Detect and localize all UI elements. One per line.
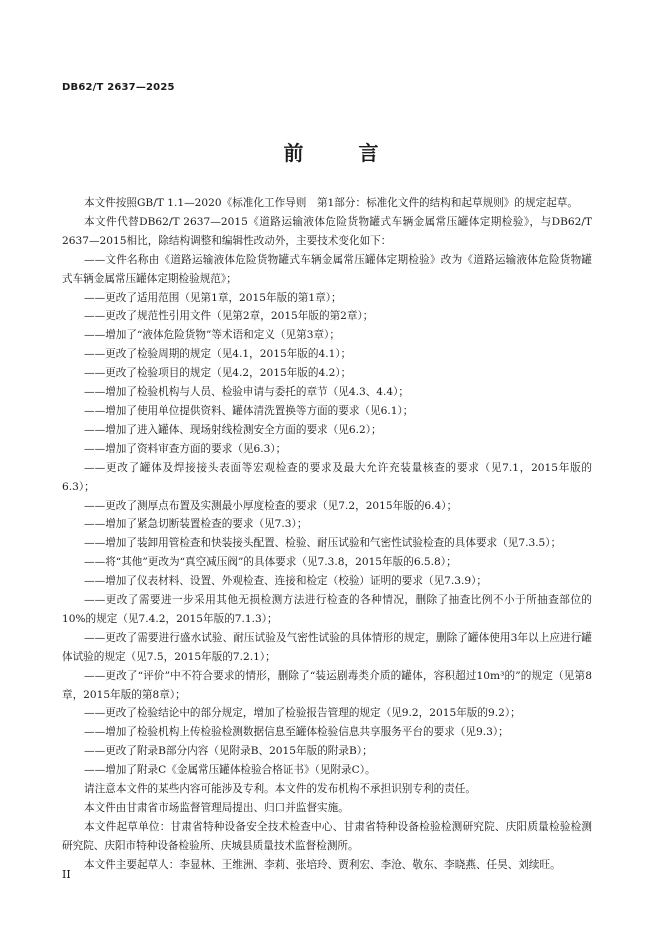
- change-item: ——增加了紧急切断装置检查的要求（见7.3）；: [84, 518, 308, 531]
- drafting-units: 本文件起草单位：甘肃省特种设备安全技术检查中心、甘肃省特种设备检验检测研究院、庆阳质量检验检测研究院、庆阳市特种设备检验所、庆城县质量技术监督检测所。: [62, 820, 592, 852]
- change-item: ——增加了使用单位提供资料、罐体清洗置换等方面的要求（见6.1）；: [84, 404, 414, 417]
- proposer-statement: 本文件由甘肃省市场监督管理局提出、归口并监督实施。: [84, 802, 349, 814]
- change-item: ——更改了适用范围（见第1章，2015年版的第1章）；: [84, 291, 342, 304]
- change-item: ——更改了规范性引用文件（见第2章，2015年版的第2章）；: [84, 310, 374, 323]
- document-code: DB62/T 2637—2025: [62, 82, 175, 93]
- change-item: ——更改了附录B部分内容（见附录B、2015年版的附录B）；: [84, 745, 373, 758]
- patent-notice: 请注意本文件的某些内容可能涉及专利。本文件的发布机构不承担识别专利的责任。: [84, 783, 476, 796]
- change-item: ——增加了“液体危险货物”等术语和定义（见第3章）；: [84, 329, 340, 342]
- change-item: ——更改了需要进一步采用其他无损检测方法进行检查的各种情况，删除了抽查比例不小于所抽查部位的10%的规定（见7.4.2，2015年版的7.1.3）；: [62, 594, 592, 625]
- change-item: ——增加了进入罐体、现场射线检测安全方面的要求（见6.2）；: [84, 423, 382, 436]
- change-item: ——增加了装卸用管检查和快装接头配置、检验、耐压试验和气密性试验检查的具体要求（见7.3.5）；: [84, 537, 562, 550]
- change-item: ——更改了检验结论中的部分规定，增加了检验报告管理的规定（见9.2，2015年版的9.2）；: [84, 707, 521, 720]
- change-item: ——增加了检验机构与人员、检验申请与委托的章节（见4.3、4.4）；: [84, 386, 410, 399]
- change-item: ——将“其他”更改为“真空减压阀”的具体要求（见7.3.8，2015年版的6.5.8）；: [84, 556, 457, 569]
- change-item: ——增加了检验机构上传检验检测数据信息至罐体检验信息共享服务平台的要求（见9.3）；: [84, 726, 509, 739]
- page-number: II: [62, 868, 71, 881]
- change-item: ——更改了需要进行盛水试验、耐压试验及气密性试验的具体情形的规定，删除了罐体使用3年以上应进行罐体试验的规定（见7.5，2015年版的7.2.1）；: [62, 631, 592, 663]
- change-item: ——增加了仪表材料、设置、外观检查、连接和检定（校验）证明的要求（见7.3.9）；: [84, 575, 488, 588]
- change-item: ——文件名称由《道路运输液体危险货物罐式车辆金属常压罐体定期检验》改为《道路运输液体危险货物罐式车辆金属常压罐体定期检验规范》；: [62, 253, 592, 285]
- change-item: ——更改了罐体及焊接接头表面等宏观检查的要求及最大允许充装量核查的要求（见7.1，2015年版的6.3）；: [62, 461, 592, 493]
- foreword-body: [62, 194, 592, 875]
- change-item: ——更改了测厚点布置及实测最小厚度检查的要求（见7.2，2015年版的6.4）；: [84, 499, 458, 512]
- paragraph: 本文件按照GB/T 1.1—2020《标准化工作导则 第1部分：标准化文件的结构和起草规则》的规定起草。: [84, 197, 578, 209]
- change-item: ——更改了“评价”中不符合要求的情形，删除了“装运剧毒类介质的罐体，容积超过10m³的”的规定（见第8章，2015年版的第8章）；: [62, 669, 592, 701]
- page-title: 前 言: [283, 141, 403, 165]
- change-item: ——增加了附录C《金属常压罐体检验合格证书》（见附录C）。: [84, 764, 376, 777]
- paragraph: 本文件代替DB62/T 2637—2015《道路运输液体危险货物罐式车辆金属常压罐体定期检验》，与DB62/T 2637—2015相比，除结构调整和编辑性改动外，主要技术变化如下：: [62, 215, 592, 247]
- change-item: ——更改了检验项目的规定（见4.2，2015年版的4.2）；: [84, 367, 352, 380]
- change-item: ——增加了资料审查方面的要求（见6.3）；: [84, 442, 287, 455]
- drafters: 本文件主要起草人：李显林、王维洲、李莉、张培玲、贾利宏、李沧、敬东、李晓燕、任昊、刘续旺。: [84, 858, 561, 871]
- change-item: ——更改了检验周期的规定（见4.1，2015年版的4.1）；: [84, 348, 352, 361]
